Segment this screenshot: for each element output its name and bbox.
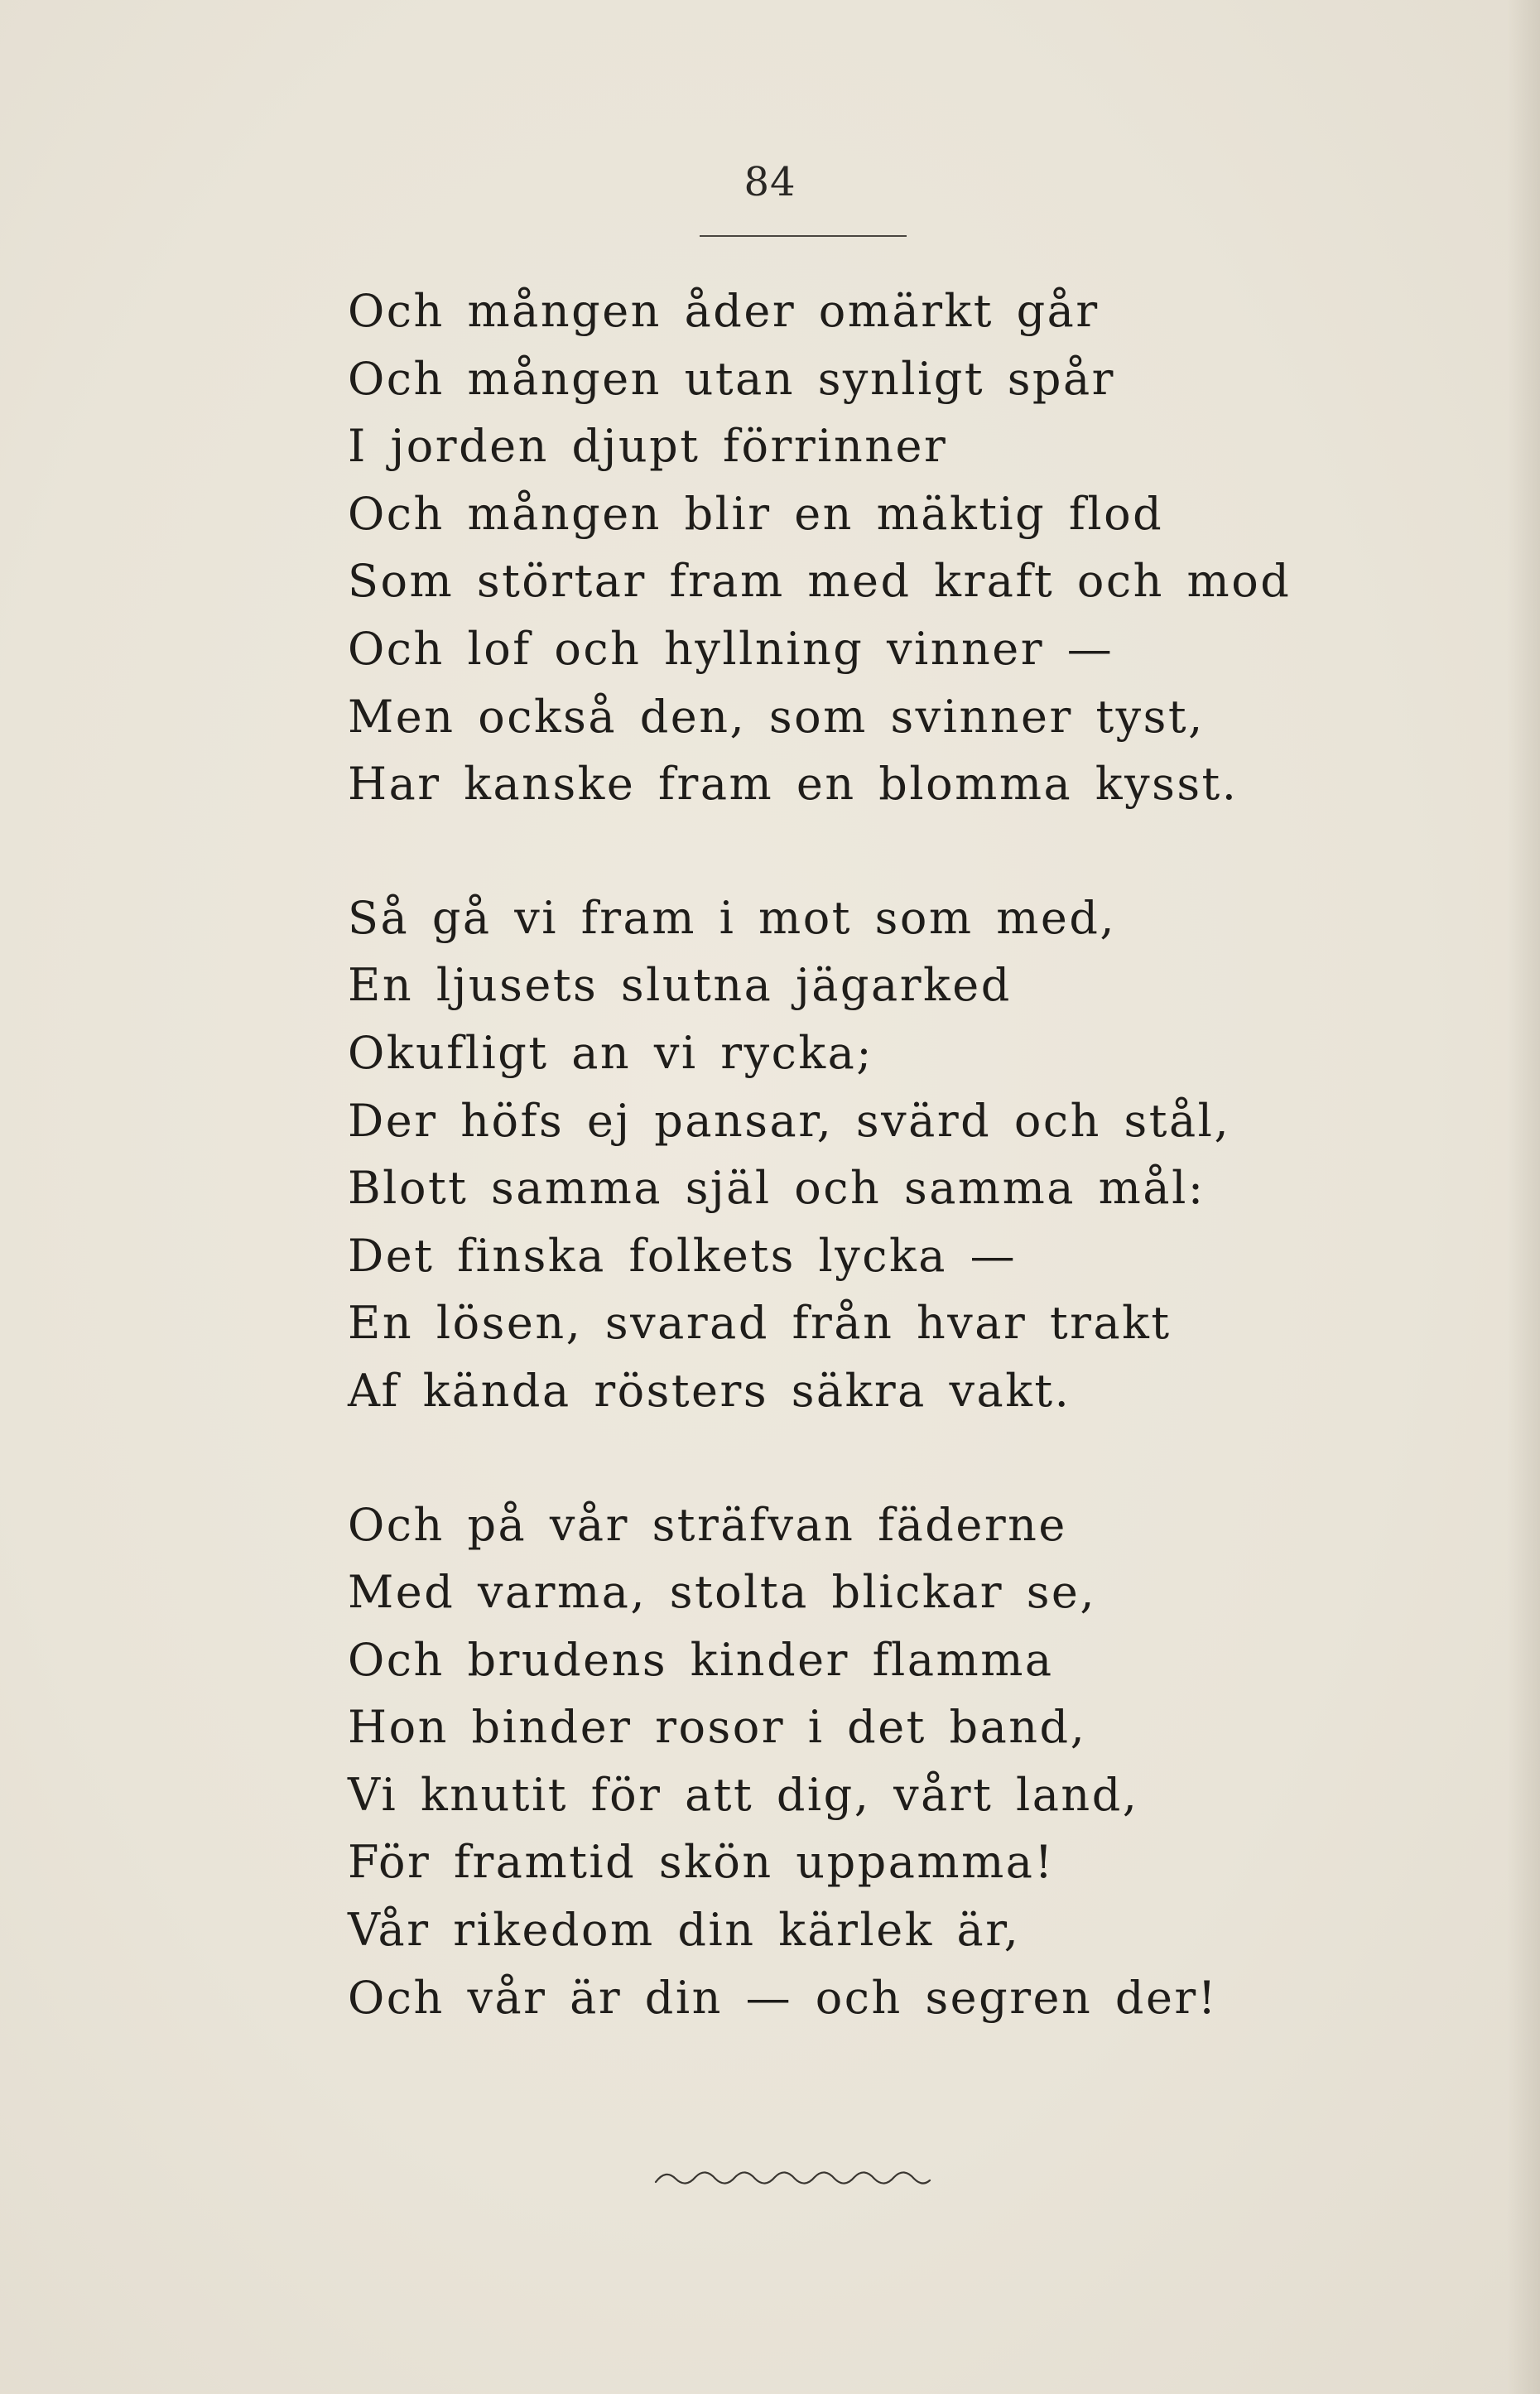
header-rule bbox=[700, 235, 907, 237]
poem-line: Der höfs ej pansar, svärd och stål, bbox=[348, 1094, 1231, 1147]
poem-line: Hon binder rosor i det band, bbox=[348, 1701, 1087, 1754]
poem-line: Och vår är din — och segren der! bbox=[348, 1971, 1218, 2024]
poem-line: Men också den, som svinner tyst, bbox=[348, 690, 1205, 743]
stanza-2 bbox=[348, 884, 1441, 1425]
poem-line: Och mången blir en mäktig flod bbox=[348, 487, 1164, 540]
poem-line: Och lof och hyllning vinner — bbox=[348, 622, 1114, 675]
poem-line: Af kända rösters säkra vakt. bbox=[348, 1364, 1071, 1417]
poem-line: Har kanske fram en blomma kysst. bbox=[348, 758, 1239, 811]
page-number: 84 bbox=[744, 159, 796, 205]
poem-line: Och brudens kinder flamma bbox=[348, 1633, 1054, 1686]
poem-line: Och på vår sträfvan fäderne bbox=[348, 1498, 1067, 1551]
stanza-3 bbox=[348, 1491, 1441, 2032]
poem-line: Vi knutit för att dig, vårt land, bbox=[348, 1768, 1139, 1821]
page-edge-shadow bbox=[1507, 0, 1540, 2394]
poem-line: Okufligt an vi rycka; bbox=[348, 1026, 873, 1079]
poem-line: För framtid skön uppamma! bbox=[348, 1836, 1055, 1889]
poem-line: En lösen, svarad från hvar trakt bbox=[348, 1297, 1172, 1350]
poem-line: I jorden djupt förrinner bbox=[348, 420, 948, 473]
poem-line: Med varma, stolta blickar se, bbox=[348, 1566, 1097, 1619]
poem-line: En ljusets slutna jägarked bbox=[348, 959, 1012, 1012]
poem-line: Det finska folkets lycka — bbox=[348, 1229, 1018, 1282]
poem bbox=[348, 277, 1441, 2031]
poem-line: Vår rikedom din kärlek är, bbox=[348, 1904, 1021, 1957]
poem-line: Och mången utan synligt spår bbox=[348, 352, 1115, 405]
poem-line: Och mången åder omärkt går bbox=[348, 285, 1100, 337]
stanza-1 bbox=[348, 277, 1441, 818]
poem-line: Så gå vi fram i mot som med, bbox=[348, 891, 1117, 944]
poem-line: Som störtar fram med kraft och mod bbox=[348, 555, 1292, 608]
poem-line: Blott samma själ och samma mål: bbox=[348, 1162, 1206, 1215]
end-ornament bbox=[654, 2165, 931, 2190]
